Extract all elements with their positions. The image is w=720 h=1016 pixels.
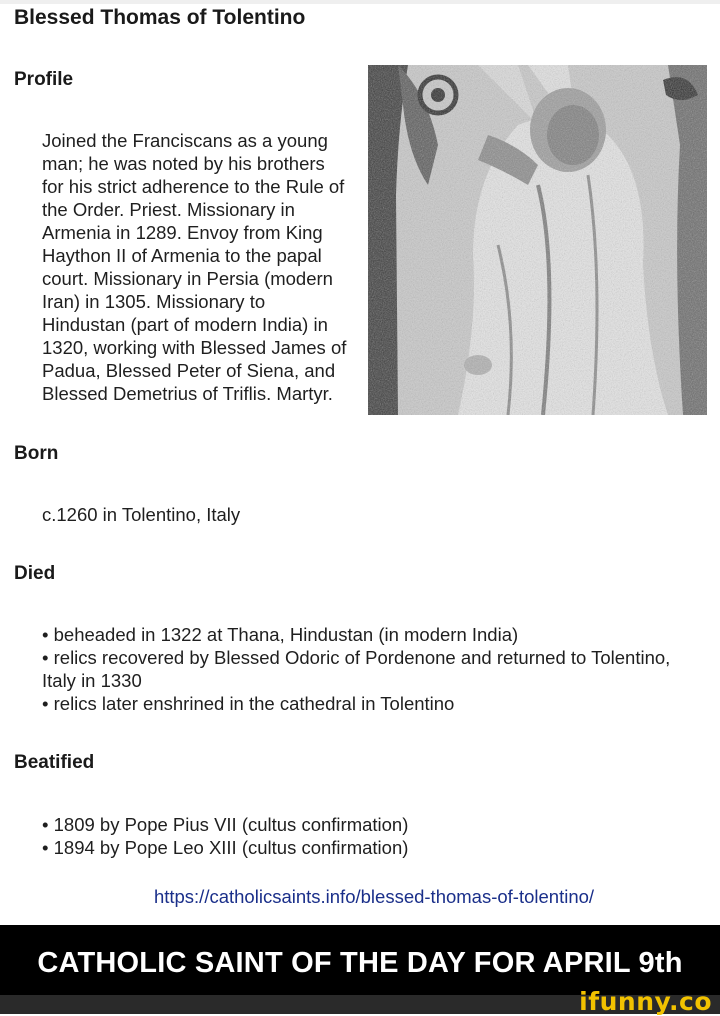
- beatified-item: • 1894 by Pope Leo XIII (cultus confirmation): [42, 837, 409, 858]
- died-item: Italy in 1330: [42, 670, 142, 691]
- banner-caption: CATHOLIC SAINT OF THE DAY FOR APRIL 9th: [37, 947, 683, 979]
- profile-line: court. Missionary in Persia (modern: [42, 268, 333, 289]
- beatified-list: [42, 813, 408, 859]
- profile-line: Haython II of Armenia to the papal: [42, 245, 322, 266]
- top-divider: [0, 0, 720, 4]
- profile-line: the Order. Priest. Missionary in: [42, 199, 295, 220]
- died-item: • beheaded in 1322 at Thana, Hindustan (in modern India): [42, 624, 519, 645]
- profile-line: man; he was noted by his brothers: [42, 153, 325, 174]
- profile-line: for his strict adherence to the Rule of: [42, 176, 345, 197]
- saint-portrait-image: [368, 65, 707, 415]
- beatified-item: • 1809 by Pope Pius VII (cultus confirmation): [42, 814, 409, 835]
- profile-line: Armenia in 1289. Envoy from King: [42, 222, 323, 243]
- profile-line: Iran) in 1305. Missionary to: [42, 291, 266, 312]
- source-link[interactable]: https://catholicsaints.info/blessed-thomas-of-tolentino/: [153, 886, 595, 907]
- caption-banner: [0, 925, 720, 995]
- profile-line: Blessed Demetrius of Triflis. Martyr.: [42, 383, 333, 404]
- ifunny-watermark-logo: ifunny.co: [579, 987, 712, 1016]
- beatified-heading: Beatified: [14, 752, 95, 773]
- died-heading: Died: [14, 563, 56, 584]
- born-heading: Born: [14, 443, 59, 464]
- born-text: c.1260 in Tolentino, Italy: [42, 504, 241, 525]
- page-title: Blessed Thomas of Tolentino: [14, 6, 306, 29]
- died-list: [42, 623, 670, 715]
- died-item: • relics recovered by Blessed Odoric of Pordenone and returned to Tolentino,: [42, 647, 671, 668]
- profile-heading: Profile: [14, 69, 74, 90]
- profile-line: 1320, working with Blessed James of: [42, 337, 347, 358]
- profile-text: [42, 129, 372, 405]
- died-item: • relics later enshrined in the cathedral in Tolentino: [42, 693, 455, 714]
- profile-line: Joined the Franciscans as a young: [42, 130, 328, 151]
- profile-line: Hindustan (part of modern India) in: [42, 314, 328, 335]
- profile-line: Padua, Blessed Peter of Siena, and: [42, 360, 336, 381]
